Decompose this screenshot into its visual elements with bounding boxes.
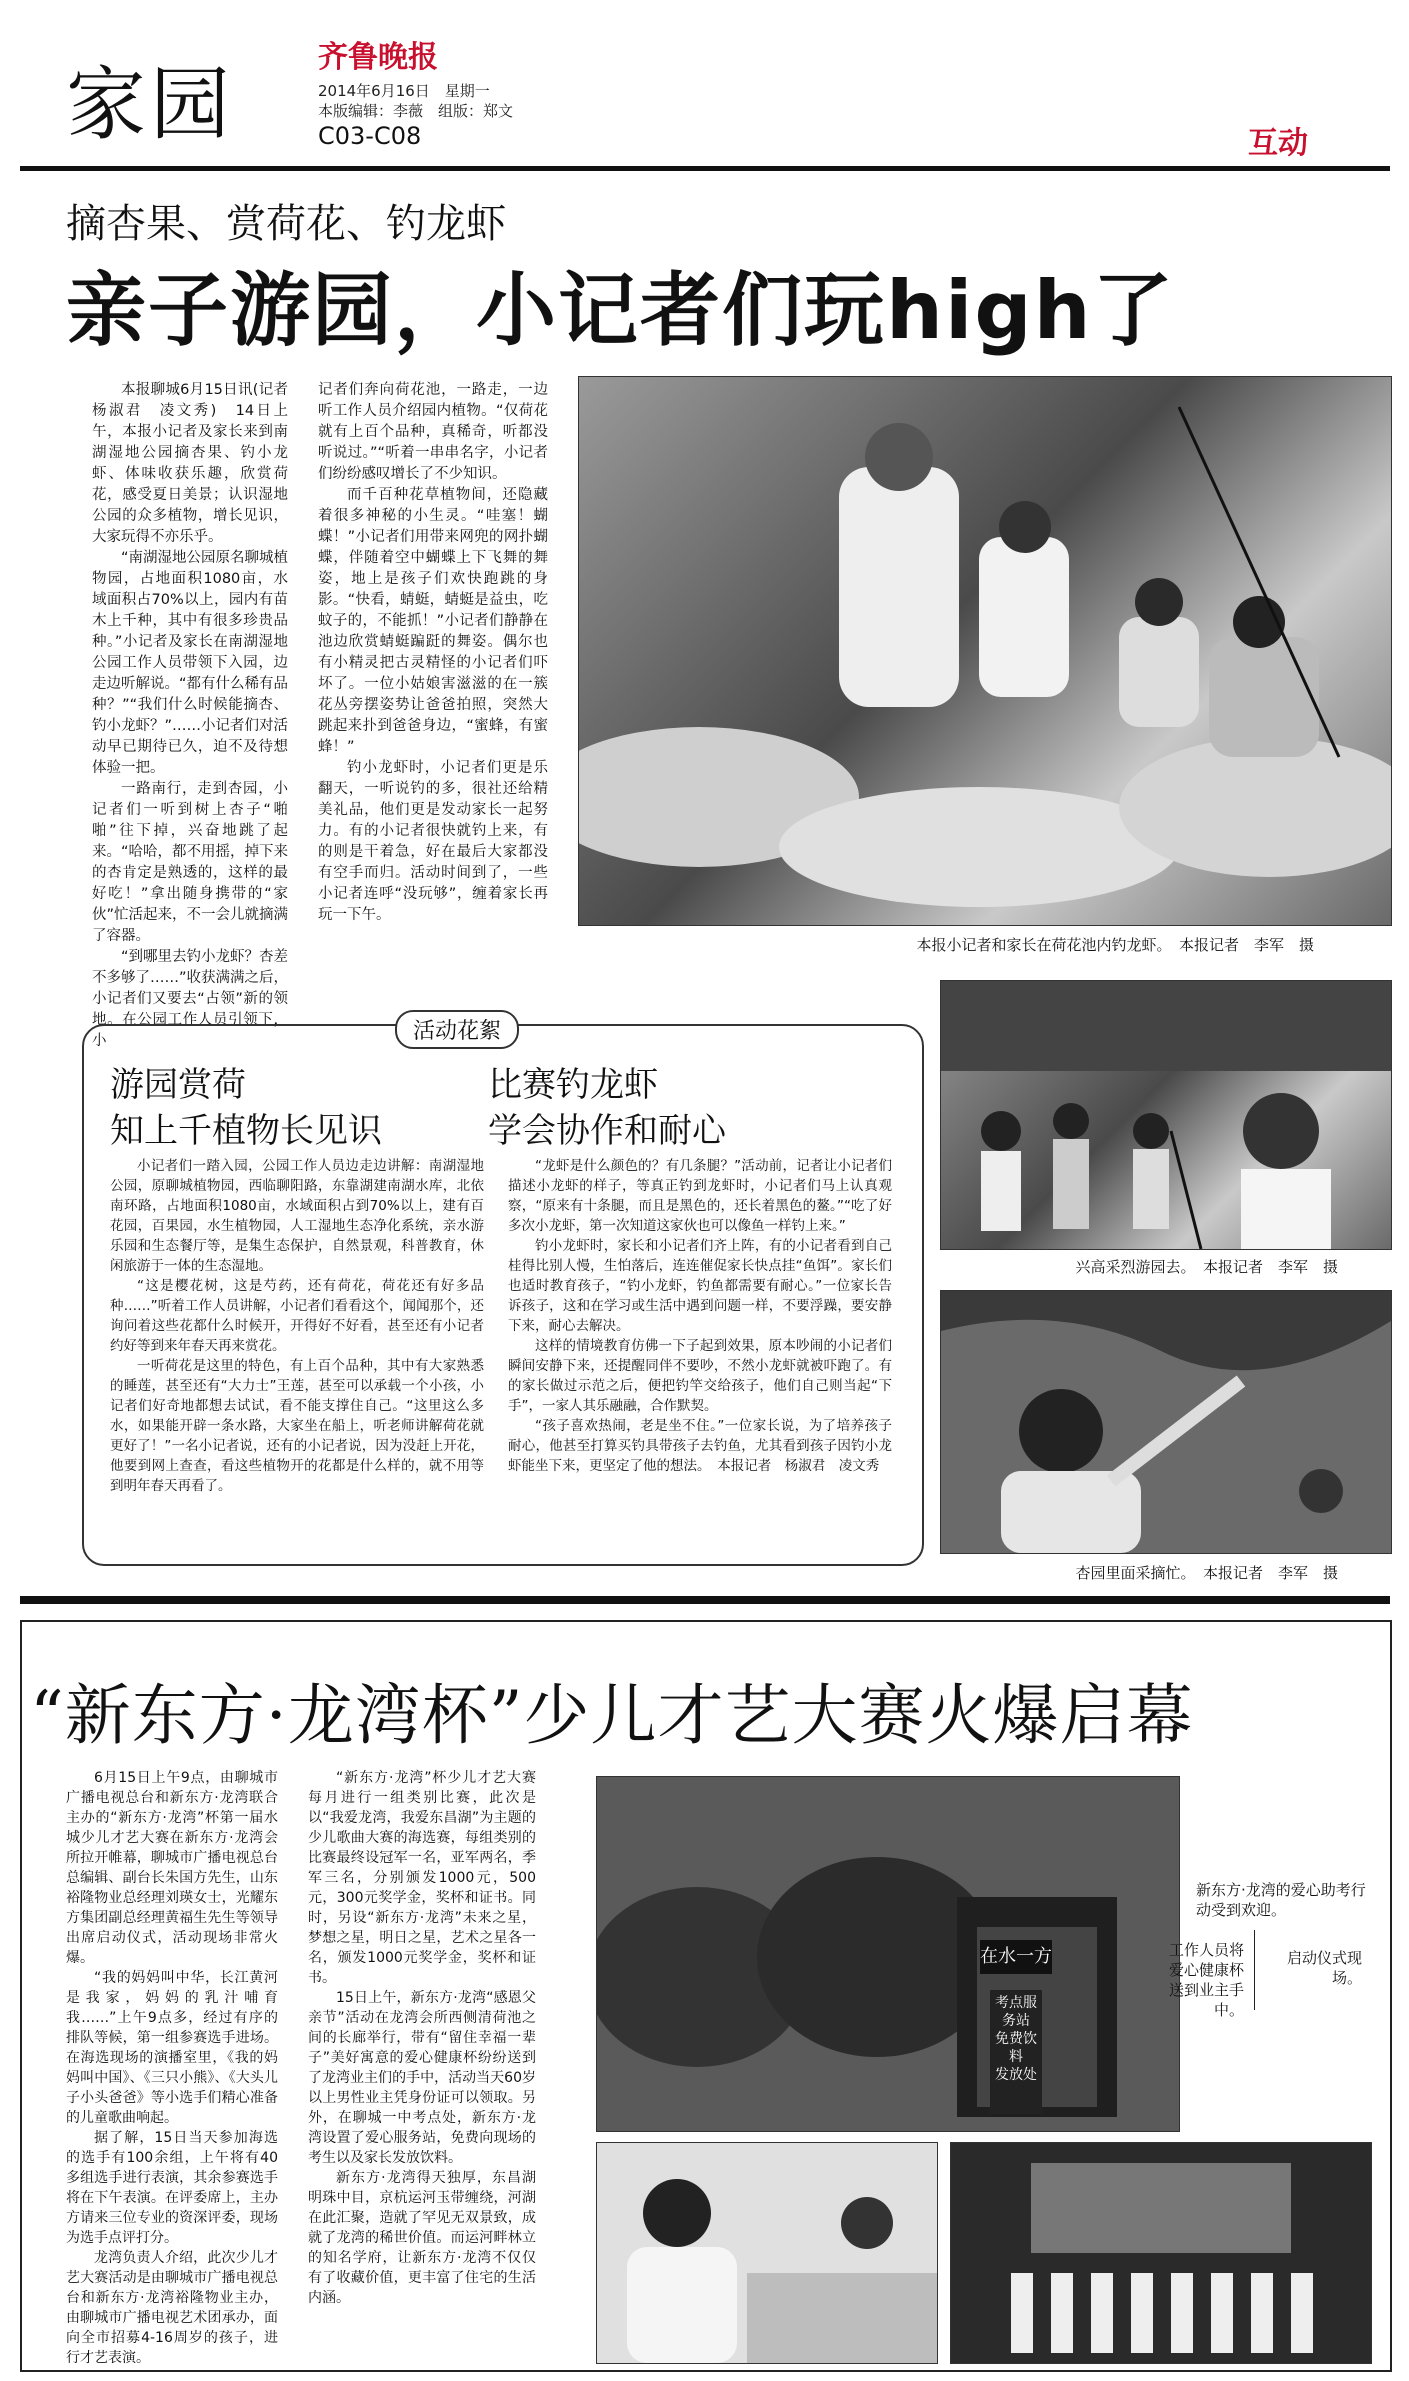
- photo-exam-service-station: [596, 1776, 1180, 2132]
- paragraph: 而千百种花草植物间，还隐藏着很多神秘的小生灵。“哇塞！蝴蝶！”小记者们用带来网兜的网扑蝴蝶，伴随着空中蝴蝶上下飞舞的舞姿，地上是孩子们欢快跑跳的身影。“快看，蜻蜓，蜻蜓是益虫，吃蚊子的，不能抓！”小记者们静静在池边欣赏蜻蜓蹁跹的舞姿。偶尔也有小精灵把古灵精怪的小记者们吓坏了。一位小姑娘害滋滋的在一簇花丛旁摆姿势让爸爸拍照，突然大跳起来扑到爸爸身边，“蜜蜂，有蜜蜂！”: [318, 487, 548, 755]
- paragraph: 据了解，15日当天参加海选的选手有100余组，上午将有40多组选手进行表演，其余参赛选手将在下午表演。在评委席上，主办方请来三位专业的资深评委，现场为选手点评打分。: [66, 2130, 278, 2246]
- paragraph: 龙湾负责人介绍，此次少儿才艺大赛活动是由聊城市广播电视总台和新东方·龙湾裕隆物业主办，由聊城市广播电视艺术团承办，面向全市招募4-16周岁的孩子，进行才艺表演。: [66, 2250, 278, 2366]
- photo-scene: [941, 981, 1391, 1249]
- photo-scene: [941, 1291, 1391, 1553]
- paragraph: “这是樱花树，这是芍药，还有荷花，荷花还有好多品种……”听着工作人员讲解，小记者们看看这个，闻闻那个，还询问着这些花都什么时候开，开得好不好看，甚至还有小记者约好等到来年春天再来赏花。: [110, 1278, 484, 1354]
- feature-left-heading: 游园赏荷 知上千植物长见识: [110, 1065, 382, 1151]
- paragraph: 记者们奔向荷花池，一路走，一边听工作人员介绍园内植物。“仅荷花就有上百个品种，真稀奇，听都没听说过。”“听着一串串名字，小记者们纷纷感叹增长了不少知识。: [318, 382, 548, 482]
- photo-scene: [579, 377, 1391, 925]
- newspaper-logo: 齐鲁晚报: [318, 40, 438, 75]
- paragraph: 本报聊城6月15日讯(记者 杨淑君 凌文秀) 14日上午，本报小记者及家长来到南湖湿地公园摘杏果、钓小龙虾、体味收获乐趣，欣赏荷花，感受夏日美景；认识湿地公园的众多植物，增长见识，大家玩得不亦乐乎。: [92, 382, 303, 545]
- paragraph: 这样的情境教育仿佛一下子起到效果，原本吵闹的小记者们瞬间安静下来，还提醒同伴不要吵，不然小龙虾就被吓跑了。有的家长做过示范之后，便把钓竿交给孩子，他们自己则当起“下手”，一家人其乐融融，合作默契。: [508, 1338, 892, 1414]
- paragraph: 钓小龙虾时，家长和小记者们齐上阵，有的小记者看到自己桂得比别人慢，生怕落后，连连催促家长快点挂“鱼饵”。家长们也适时教育孩子，“钓小龙虾，钓鱼都需要有耐心。”一位家长告诉孩子，这和在学习或生活中遇到问题一样，不要浮躁，要安静下来，耐心去解决。: [508, 1238, 892, 1334]
- paragraph: “孩子喜欢热闹，老是坐不住。”一位家长说，为了培养孩子耐心，他甚至打算买钓具带孩子去钓鱼，尤其看到孩子因钓小龙虾能坐下来，更坚定了他的想法。 本报记者 杨淑君 凌文秀: [508, 1418, 892, 1474]
- paragraph: “龙虾是什么颜色的？有几条腿？”活动前，记者让小记者们描述小龙虾的样子，等真正钓到龙虾时，小记者们马上认真观察，“原来有十条腿，而且是黑色的，还长着黑色的鳌。”“吃了好多次小龙虾，第一次知道这家伙也可以像鱼一样钓上来。”: [508, 1158, 892, 1234]
- feature-right-body: [508, 1156, 892, 1476]
- caption-leader: [1254, 1930, 1255, 2010]
- page-range: C03-C08: [318, 122, 422, 150]
- feature-left-body: [110, 1156, 484, 1496]
- paragraph: 6月15日上午9点，由聊城市广播电视总台和新东方·龙湾联合主办的“新东方·龙湾”杯第一届水城少儿才艺大赛在新东方·龙湾会所拉开帷幕，聊城市广播电视总台总编辑、副台长朱国方先生，山东裕隆物业总经理刘瑛女士，光耀东方集团副总经理黄福生先生等领导出席启动仪式，活动现场非常火爆。: [66, 1770, 278, 1966]
- photo-caption: 工作人员将爱心健康杯送到业主手中。: [1168, 1941, 1244, 2019]
- section-divider: [20, 1596, 1390, 1604]
- story2-column-2: [308, 1768, 536, 2308]
- paragraph: 小记者们一踏入园，公园工作人员边走边讲解：南湖湿地公园，原聊城植物园，西临聊阳路，东靠湖建南湖水库，北依南环路，占地面积1080亩，水域面积占到70%以上，建有百花园，百果园，水生植物园，人工湿地生态净化系统，亲水游乐园和生态餐厅等，是集生态保护，自然景观，科普教育，休闲旅游于一体的生态湿地。: [110, 1158, 484, 1274]
- story1-column-2: [318, 380, 548, 926]
- header-rule: [20, 166, 1390, 171]
- paragraph: “南湖湿地公园原名聊城植物园，占地面积1080亩，水域面积占70%以上，园内有苗木上千种，其中有很多珍贵品种。”小记者及家长在南湖湿地公园工作人员带领下入园，边走边听解说。“都有什么稀有品种？”“我们什么时候能摘杏、钓小龙虾？”……小记者们对活动早已期待已久，迫不及待想体验一把。: [92, 550, 289, 776]
- feature-right-heading: 比赛钓龙虾 学会协作和耐心: [488, 1065, 726, 1151]
- photo-park-entrance: [940, 980, 1392, 1250]
- photo-gift-distribution: [596, 2142, 938, 2364]
- photo-apricot-picking: [940, 1290, 1392, 1554]
- photo-opening-ceremony: [950, 2142, 1372, 2364]
- paragraph: 一路南行，走到杏园，小记者们一听到树上杏子“啪啪”往下掉，兴奋地跳了起来。“哈哈，都不用摇，掉下来的杏肯定是熟透的，这样的最好吃！”拿出随身携带的“家伙”忙活起来，不一会儿就摘满了容器。: [92, 781, 289, 944]
- photo-scene: [597, 2143, 937, 2363]
- section-title: 家园: [66, 58, 234, 151]
- photo-caption: 杏园里面采摘忙。 本报记者 李军 摄: [1075, 1564, 1338, 1582]
- editor-credit: 本版编辑：李薇 组版：郑文: [318, 102, 514, 120]
- photo-caption: 启动仪式现场。: [1286, 1949, 1362, 1987]
- photo-caption: 兴高采烈游园去。 本报记者 李军 摄: [1075, 1258, 1338, 1276]
- story1-kicker: 摘杏果、赏荷花、钓龙虾: [66, 201, 506, 247]
- booth-sign: 考点服务站 免费饮料 发放处: [990, 1990, 1042, 2114]
- paragraph: “新东方·龙湾”杯少儿才艺大赛每月进行一组类别比赛，此次是以“我爱龙湾，我爱东昌湖”为主题的少儿歌曲大赛的海选赛，每组类别的比赛最终设冠军一名，亚军两名，季军三名，分别颁发1000元，500元，300元奖学金，奖杯和证书。同时，另设“新东方·龙湾”未来之星，梦想之星，明日之星，艺术之星各一名，颁发1000元奖学金，奖杯和证书。: [308, 1770, 536, 1986]
- paragraph: “我的妈妈叫中华，长江黄河是我家，妈妈的乳汁哺育我……”上午9点多，经过有序的排队等候，第一组参赛选手进场。在海选现场的演播室里，《我的妈妈叫中国》、《三只小熊》、《大头儿子小头爸爸》等小选手们精心准备的儿童歌曲响起。: [66, 1970, 278, 2126]
- feature-box-label: 活动花絮: [395, 1010, 519, 1049]
- photo-caption: 本报小记者和家长在荷花池内钓龙虾。 本报记者 李军 摄: [916, 936, 1314, 954]
- photo-caption: 新东方·龙湾的爱心助考行动受到欢迎。: [1196, 1881, 1366, 1919]
- story2-column-1: [66, 1768, 278, 2368]
- photo-scene: [597, 1777, 1179, 2131]
- paragraph: 15日上午，新东方·龙湾“感恩父亲节”活动在龙湾会所西侧清荷池之间的长廊举行，带有“留住幸福一辈子”美好寓意的爱心健康杯纷纷送到了龙湾业主们的手中，活动当天60岁以上男性业主凭身份证可以领取。另外，在聊城一中考点处，新东方·龙湾设置了爱心服务站，免费向现场的考生以及家长发放饮料。: [308, 1990, 536, 2166]
- story2-headline: “新东方·龙湾杯”少儿才艺大赛火爆启幕: [30, 1677, 1194, 1754]
- photo-scene: [951, 2143, 1371, 2363]
- paragraph: 新东方·龙湾得天独厚，东昌湖明珠中目，京杭运河玉带缠绕，河湖在此汇聚，造就了罕见无双景致，成就了龙湾的稀世价值。而运河畔林立的知名学府，让新东方·龙湾不仅仅有了收藏价值，更丰富了住宅的生活内涵。: [308, 2170, 536, 2306]
- story1-headline: 亲子游园，小记者们玩high了: [66, 264, 1175, 357]
- photo-fishing-crayfish: [578, 376, 1392, 926]
- issue-date: 2014年6月16日 星期一: [318, 82, 490, 100]
- section-tag: 互动: [1248, 126, 1308, 161]
- paragraph: 一听荷花是这里的特色，有上百个品种，其中有大家熟悉的睡莲，甚至还有“大力士”王莲，甚至可以承载一个小孩，小记者们好奇地都想去试试，看不能支撑住自己。“这里这么多水，如果能开辟一条水路，大家坐在船上，听老师讲解荷花就更好了！”一名小记者说，还有的小记者说，因为没赶上开花，他要到网上查查，看这些植物开的花都是什么样的，就不用等到明年春天再看了。: [110, 1358, 484, 1494]
- paragraph: “到哪里去钓小龙虾？杏差不多够了……”收获满满之后，小记者们又要去“占领”新的领地。在公园工作人员引领下，小: [92, 949, 289, 1049]
- story1-column-1: [92, 380, 303, 1052]
- banner-sign: 在水一方: [980, 1940, 1052, 1974]
- paragraph: 钓小龙虾时，小记者们更是乐翻天，一听说钓的多，很社还给精美礼品，他们更是发动家长一起努力。有的小记者很快就钓上来，有的则是干着急，好在最后大家都没有空手而归。活动时间到了，一些小记者连呼“没玩够”，缠着家长再玩一下午。: [318, 760, 548, 923]
